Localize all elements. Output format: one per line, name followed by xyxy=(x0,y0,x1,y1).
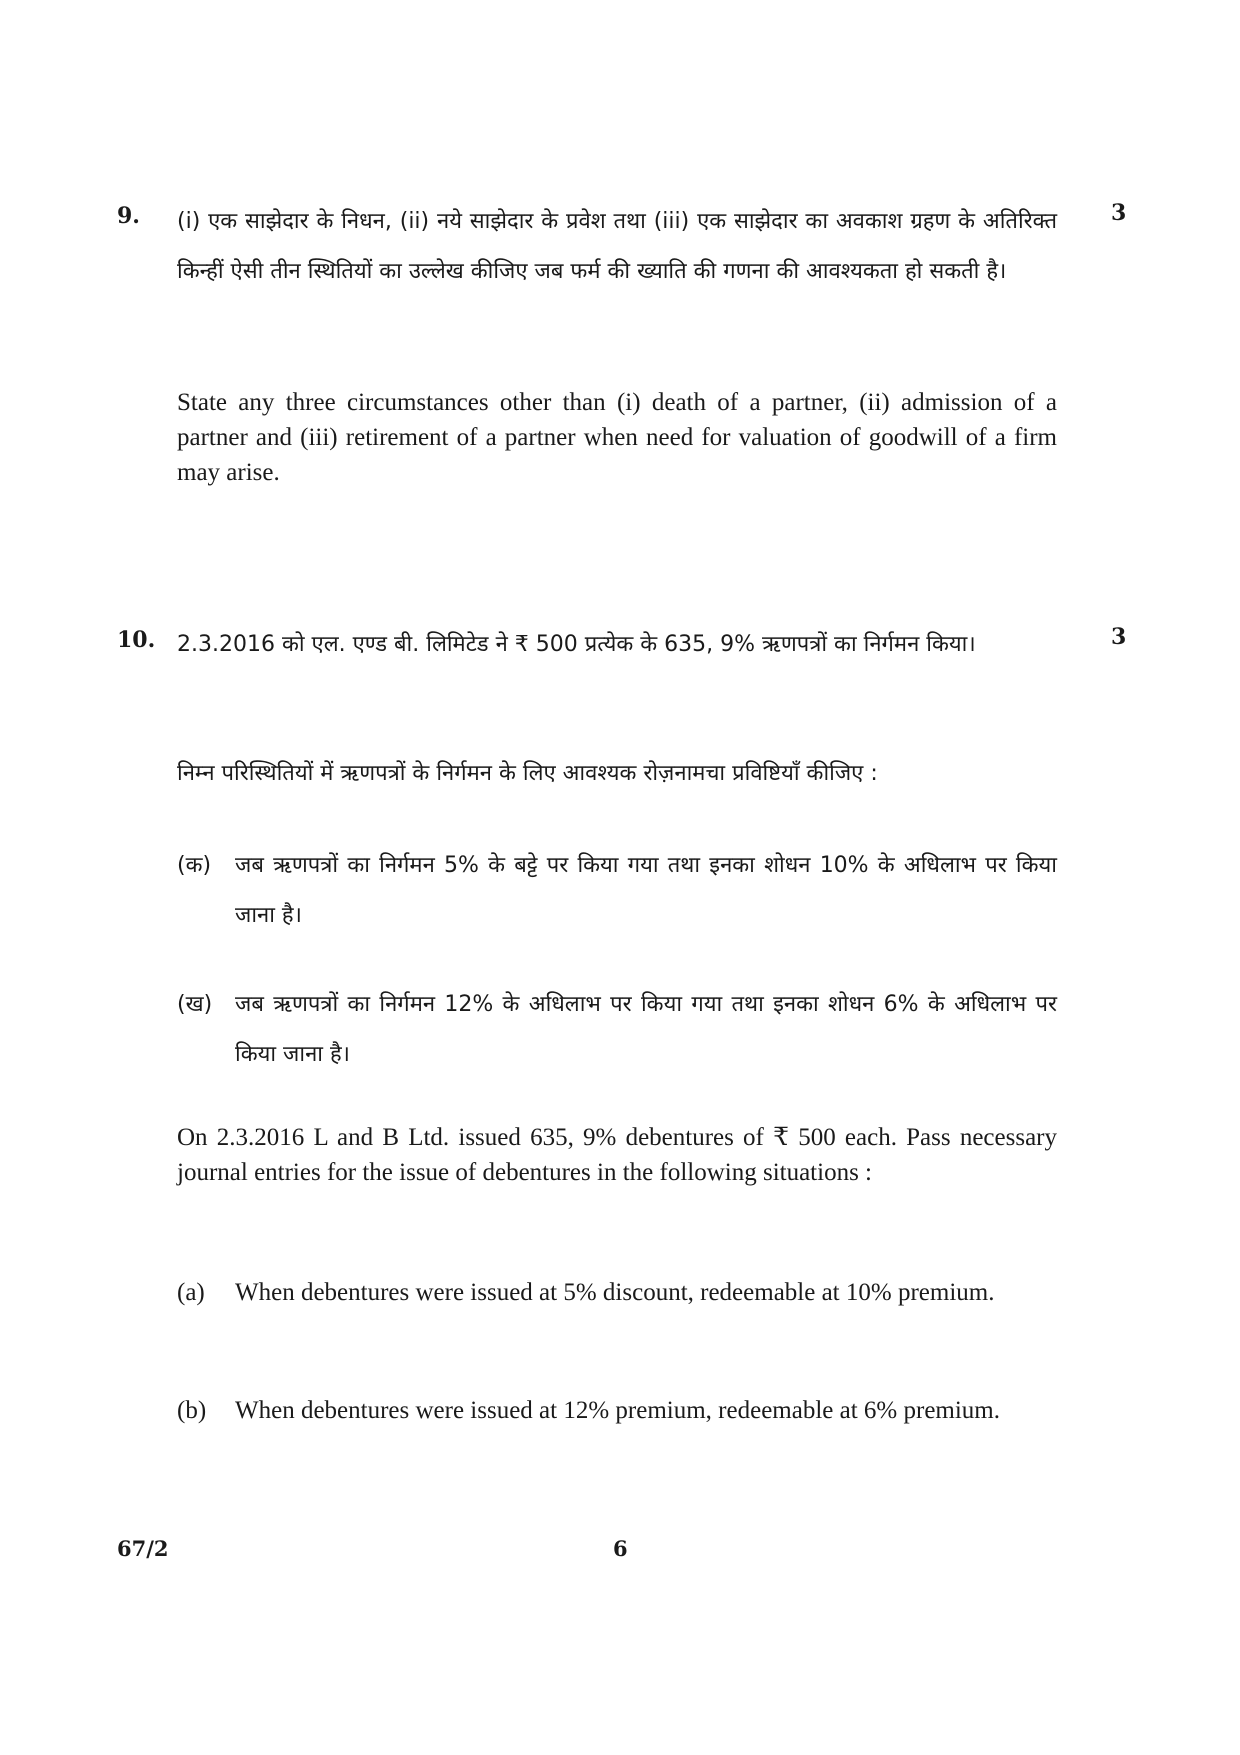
hindi-part-text: जब ऋणपत्रों का निर्गमन 12% के अधिलाभ पर किया गया तथा इनका शोधन 6% के अधिलाभ पर किया जाना है। xyxy=(235,992,1057,1067)
hindi-part-label: (ख) xyxy=(177,992,213,1017)
english-part-label: (a) xyxy=(177,1279,205,1306)
question-10-hindi-intro: 2.3.2016 को एल. एण्ड बी. लिमिटेड ने ₹ 500 प्रत्येक के 635, 9% ऋणपत्रों का निर्गमन किया। xyxy=(177,632,976,657)
question-10-marks: 3 xyxy=(1111,624,1127,650)
page-number: 6 xyxy=(613,1536,628,1561)
question-9-english-text: State any three circumstances other than (i) death of a partner, (ii) admission of a partner and (iii) retirement of a partner when need for valuation of goodwill of a firm may arise. xyxy=(177,389,1057,486)
english-part-text: When debentures were issued at 12% premium, redeemable at 6% premium. xyxy=(235,1397,1001,1424)
question-9-marks: 3 xyxy=(1111,200,1127,226)
english-part-label: (b) xyxy=(177,1397,207,1424)
question-10-english-intro: On 2.3.2016 L and B Ltd. issued 635, 9% debentures of ₹ 500 each. Pass necessary journal entries for the issue of debentures in the following situations : xyxy=(177,1124,1057,1186)
question-10-hindi-instruction: निम्न परिस्थितियों में ऋणपत्रों के निर्गमन के लिए आवश्यक रोज़नामचा प्रविष्टियाँ कीजिए : xyxy=(177,761,878,786)
hindi-part-text: जब ऋणपत्रों का निर्गमन 5% के बट्टे पर किया गया तथा इनका शोधन 10% के अधिलाभ पर किया जाना है। xyxy=(235,853,1057,928)
question-9-number: 9. xyxy=(117,203,140,229)
paper-code: 67/2 xyxy=(117,1536,169,1561)
hindi-part-label: (क) xyxy=(177,853,212,878)
question-10-number: 10. xyxy=(117,627,156,653)
english-part-text: When debentures were issued at 5% discount, redeemable at 10% premium. xyxy=(235,1279,995,1306)
question-9-hindi-text: (i) एक साझेदार के निधन, (ii) नये साझेदार के प्रवेश तथा (iii) एक साझेदार का अवकाश ग्रहण के अतिरिक्त किन्हीं ऐसी तीन स्थितियों का उल्लेख कीजिए जब फर्म की ख्याति की गणना की आवश्यकता हो सकती है। xyxy=(177,209,1057,284)
